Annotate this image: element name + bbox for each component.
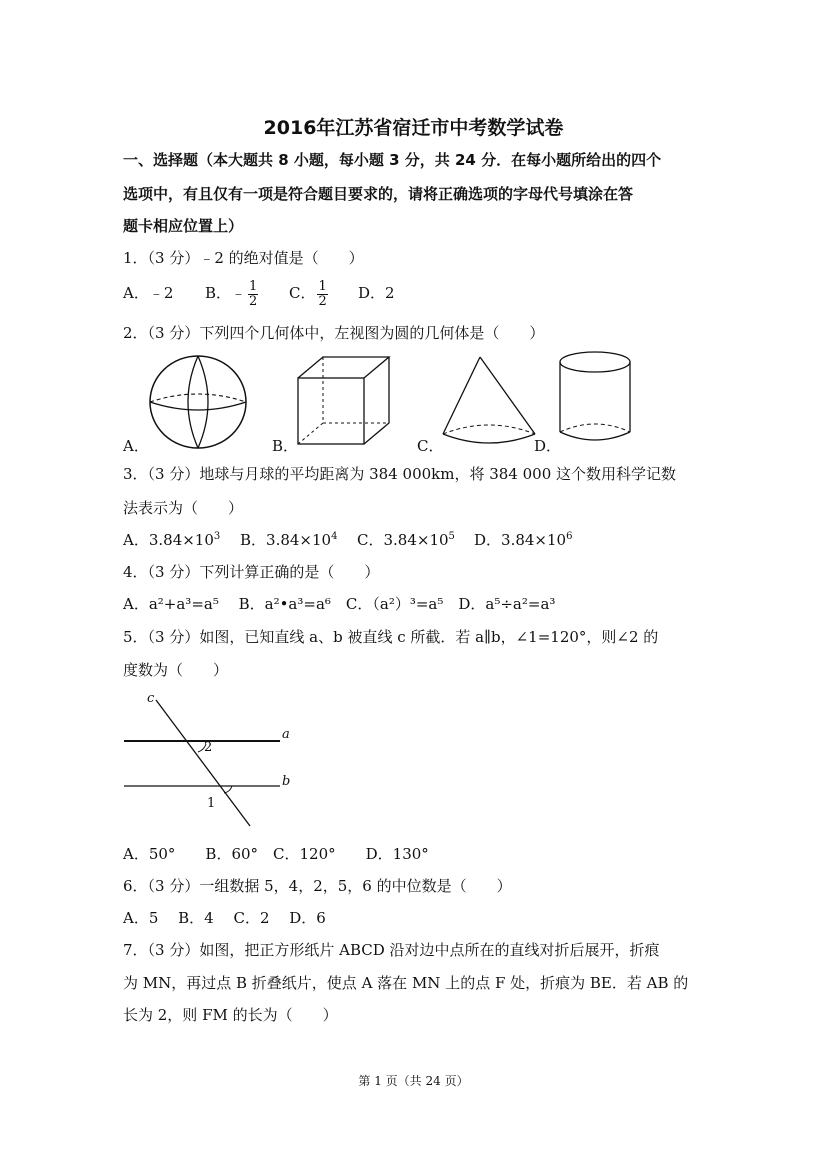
section-header-line2: 选项中，有且仅有一项是符合题目要求的，请将正确选项的字母代号填涂在答 bbox=[123, 185, 634, 203]
q2-stem: 2．（3 分）下列四个几何体中，左视图为圆的几何体是（ ） bbox=[123, 324, 545, 342]
page-footer: 第 1 页（共 24 页） bbox=[358, 1074, 469, 1088]
q5-line2: 度数为（ ） bbox=[123, 661, 229, 679]
q2-label-d: D． bbox=[534, 437, 562, 455]
exam-title: 2016年江苏省宿迁市中考数学试卷 bbox=[263, 117, 564, 139]
q1-option-a: A．﹣2 bbox=[123, 284, 174, 302]
q2-label-b: B． bbox=[272, 437, 299, 455]
q1-option-b bbox=[205, 276, 260, 310]
fig-label-2: 2 bbox=[204, 740, 213, 755]
q1-option-c-fraction bbox=[317, 280, 327, 309]
q3-d-exponent: 6 bbox=[566, 531, 573, 542]
q4-options: A．a²+a³=a⁵ B．a²•a³=a⁶ C．（a²）³=a⁵ D．a⁵÷a²=a³ bbox=[123, 595, 556, 613]
q1-b-denominator: 2 bbox=[249, 293, 258, 309]
q5-line1: 5．（3 分）如图，已知直线 a、b 被直线 c 所截．若 a∥b，∠1=120°，则∠2 的 bbox=[123, 628, 659, 646]
fig-label-1: 1 bbox=[207, 796, 216, 811]
sphere-figure bbox=[145, 352, 255, 452]
q3-option-c bbox=[357, 530, 455, 550]
q3-a-exponent: 3 bbox=[213, 531, 221, 542]
q7-line3: 长为 2，则 FM 的长为（ ） bbox=[123, 1006, 338, 1024]
fig-label-b: b bbox=[282, 774, 291, 789]
q3-option-d bbox=[474, 530, 572, 550]
q1-c-denominator: 2 bbox=[318, 293, 327, 309]
q3-line1: 3．（3 分）地球与月球的平均距离为 384 000km，将 384 000 这个数用科学记数 bbox=[123, 465, 677, 483]
q6-options: A．5 B．4 C．2 D．6 bbox=[123, 909, 326, 927]
q3-b-exponent: 4 bbox=[331, 531, 338, 542]
q7-line1: 7．（3 分）如图，把正方形纸片 ABCD 沿对边中点所在的直线对折后展开，折痕 bbox=[123, 941, 660, 959]
q1-b-numerator: 1 bbox=[249, 278, 258, 294]
q7-line2: 为 MN，再过点 B 折叠纸片，使点 A 落在 MN 上的点 F 处，折痕为 BE．若 AB 的 bbox=[123, 974, 689, 992]
q1-option-d: D．2 bbox=[358, 284, 395, 302]
section-header-line3: 题卡相应位置上） bbox=[123, 217, 244, 235]
q3-c-base: C．3.84×10 bbox=[357, 531, 449, 549]
q3-a-base: A．3.84×10 bbox=[123, 531, 214, 549]
q1-stem: 1．（3 分）﹣2 的绝对值是（ ） bbox=[123, 249, 364, 267]
q6-stem: 6．（3 分）一组数据 5，4，2，5，6 的中位数是（ ） bbox=[123, 877, 512, 895]
q3-c-exponent: 5 bbox=[448, 531, 455, 542]
q2-label-a: A． bbox=[123, 437, 149, 455]
q1-option-b-fraction bbox=[248, 280, 258, 309]
q3-line2: 法表示为（ ） bbox=[123, 499, 244, 517]
q1-option-b-prefix: B．﹣ bbox=[205, 284, 247, 302]
q3-option-b bbox=[240, 530, 337, 550]
fig-label-c: c bbox=[147, 691, 155, 706]
q4-stem: 4．（3 分）下列计算正确的是（ ） bbox=[123, 563, 380, 581]
q2-label-c: C． bbox=[417, 437, 444, 455]
cone-figure bbox=[440, 355, 540, 450]
cube-figure bbox=[296, 355, 396, 450]
cylinder-figure bbox=[557, 350, 637, 450]
section-header-line1: 一、选择题（本大题共 8 小题，每小题 3 分，共 24 分．在每小题所给出的四个 bbox=[123, 151, 662, 169]
q1-option-c bbox=[289, 276, 330, 310]
q3-option-a bbox=[123, 530, 220, 550]
q5-options: A．50° B．60° C．120° D．130° bbox=[123, 845, 429, 863]
fig-label-a: a bbox=[282, 727, 290, 742]
q3-d-base: D．3.84×10 bbox=[474, 531, 567, 549]
q1-c-numerator: 1 bbox=[318, 278, 327, 294]
q3-b-base: B．3.84×10 bbox=[240, 531, 332, 549]
q1-option-c-prefix: C． bbox=[289, 284, 316, 302]
